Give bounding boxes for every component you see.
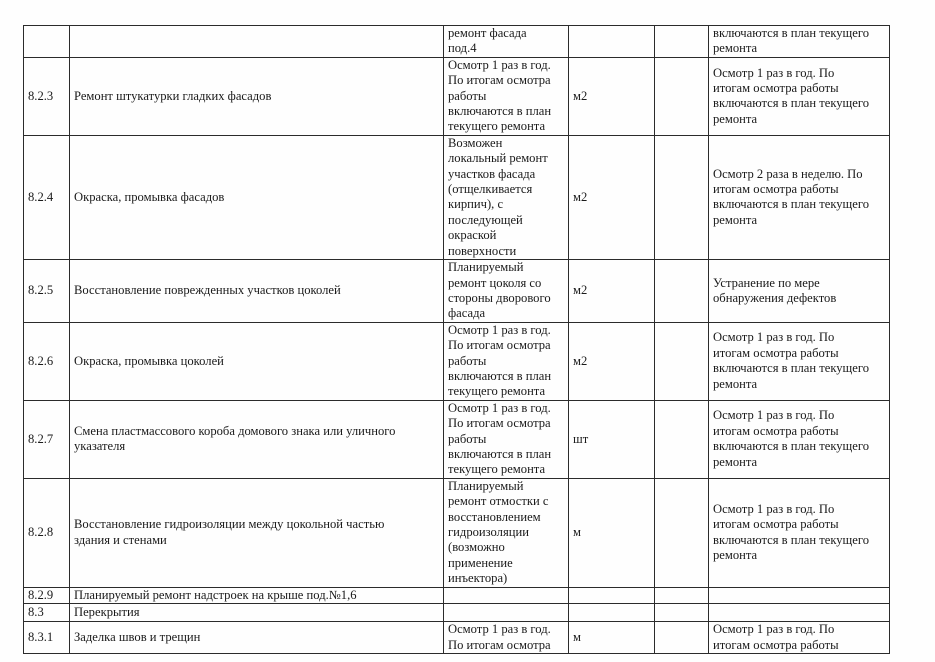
item-unit — [569, 604, 655, 622]
table-row — [24, 260, 890, 323]
item-extra — [655, 57, 709, 135]
item-extra — [655, 400, 709, 478]
item-number: 8.2.8 — [24, 478, 70, 587]
item-extra — [655, 478, 709, 587]
item-number: 8.2.7 — [24, 400, 70, 478]
item-unit — [569, 26, 655, 58]
item-description — [444, 604, 569, 622]
item-description: Осмотр 1 раз в год. По итогам осмотра работы включаются в план текущего ремонта — [444, 322, 569, 400]
table-row — [24, 57, 890, 135]
item-extra — [655, 622, 709, 654]
item-description: Осмотр 1 раз в год. По итогам осмотра работы включаются в план текущего ремонта — [444, 400, 569, 478]
table-row — [24, 478, 890, 587]
item-frequency — [709, 604, 890, 622]
item-name: Перекрытия — [70, 604, 444, 622]
table-row — [24, 135, 890, 259]
item-name: Смена пластмассового короба домового знака или уличного указателя — [70, 400, 444, 478]
item-frequency: Осмотр 1 раз в год. По итогам осмотра работы включаются в план текущего ремонта — [709, 478, 890, 587]
item-frequency: Осмотр 1 раз в год. По итогам осмотра работы включаются в план текущего ремонта — [709, 400, 890, 478]
item-frequency: Устранение по мере обнаружения дефектов — [709, 260, 890, 323]
item-unit — [569, 587, 655, 603]
item-frequency: Осмотр 1 раз в год. По итогам осмотра работы включаются в план текущего ремонта — [709, 322, 890, 400]
item-number: 8.2.5 — [24, 260, 70, 323]
item-unit: м — [569, 622, 655, 654]
item-extra — [655, 135, 709, 259]
item-description: Планируемый ремонт цоколя со стороны дворового фасада — [444, 260, 569, 323]
table-row — [24, 26, 890, 58]
item-unit: м2 — [569, 322, 655, 400]
item-description: Осмотр 1 раз в год. По итогам осмотра — [444, 622, 569, 654]
table-row — [24, 400, 890, 478]
item-description: ремонт фасада под.4 — [444, 26, 569, 58]
item-name: Восстановление поврежденных участков цоколей — [70, 260, 444, 323]
item-name: Заделка швов и трещин — [70, 622, 444, 654]
works-table — [23, 25, 890, 654]
item-name: Ремонт штукатурки гладких фасадов — [70, 57, 444, 135]
item-extra — [655, 322, 709, 400]
item-extra — [655, 260, 709, 323]
item-unit: м2 — [569, 260, 655, 323]
item-unit: м2 — [569, 57, 655, 135]
item-extra — [655, 26, 709, 58]
item-unit: м2 — [569, 135, 655, 259]
item-description: Осмотр 1 раз в год. По итогам осмотра работы включаются в план текущего ремонта — [444, 57, 569, 135]
item-frequency: Осмотр 2 раза в неделю. По итогам осмотра работы включаются в план текущего ремонта — [709, 135, 890, 259]
item-number: 8.3.1 — [24, 622, 70, 654]
item-name — [70, 26, 444, 58]
item-description: Возможен локальный ремонт участков фасада (отщелкивается кирпич), с последующей окраской поверхности — [444, 135, 569, 259]
item-name: Окраска, промывка цоколей — [70, 322, 444, 400]
item-number: 8.2.6 — [24, 322, 70, 400]
item-unit: шт — [569, 400, 655, 478]
item-name: Планируемый ремонт надстроек на крыше под.№1,6 — [70, 587, 444, 603]
item-name: Восстановление гидроизоляции между цокольной частью здания и стенами — [70, 478, 444, 587]
item-name: Окраска, промывка фасадов — [70, 135, 444, 259]
item-extra — [655, 604, 709, 622]
table-row — [24, 587, 890, 603]
item-extra — [655, 587, 709, 603]
item-number: 8.2.3 — [24, 57, 70, 135]
item-description — [444, 587, 569, 603]
item-number: 8.2.9 — [24, 587, 70, 603]
table-row — [24, 622, 890, 654]
item-number: 8.2.4 — [24, 135, 70, 259]
table-row — [24, 604, 890, 622]
item-number: 8.3 — [24, 604, 70, 622]
item-unit: м — [569, 478, 655, 587]
item-frequency — [709, 587, 890, 603]
item-description: Планируемый ремонт отмостки с восстановлением гидроизоляции (возможно применение инъектора) — [444, 478, 569, 587]
item-number — [24, 26, 70, 58]
table-row — [24, 322, 890, 400]
item-frequency: Осмотр 1 раз в год. По итогам осмотра работы — [709, 622, 890, 654]
item-frequency: Осмотр 1 раз в год. По итогам осмотра работы включаются в план текущего ремонта — [709, 57, 890, 135]
item-frequency: включаются в план текущего ремонта — [709, 26, 890, 58]
